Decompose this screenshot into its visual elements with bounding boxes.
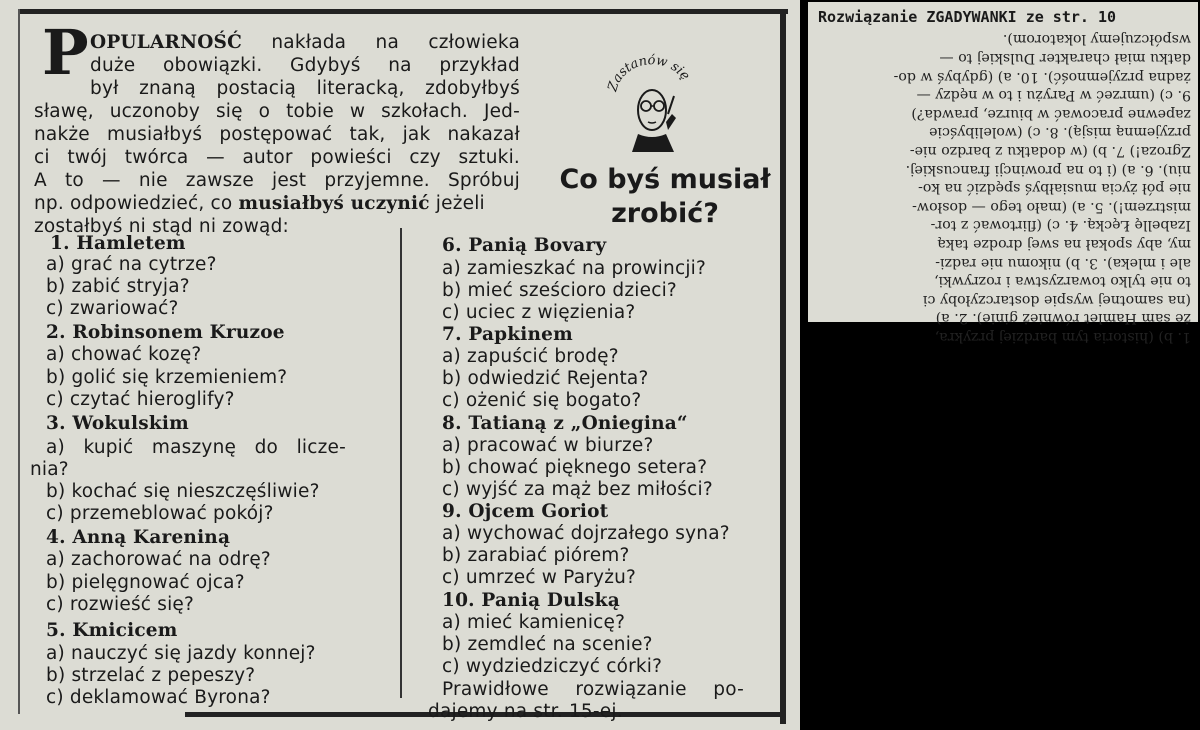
question-5-option-a: a) nauczyć się jazdy konnej? [46,643,316,664]
answer-line: współczujemy lokatorom). [1002,31,1191,48]
question-6-option-c: c) uciec z więzienia? [442,302,636,323]
answer-header: Rozwiązanie ZGADYWANKI ze str. 10 [818,8,1117,26]
question-3-option-c: c) przemeblować pokój? [46,503,274,524]
question-1-option-b: b) zabić stryja? [46,276,190,297]
thinking-man-illustration [602,52,698,152]
answer-line: mistrzem!). 5. a) (mało tego — dosłow- [912,198,1191,215]
question-7-head: 7. Papkinem [442,324,573,345]
question-2-head: 2. Robinsonem Kruzoe [46,322,285,343]
question-7-option-a: a) zapuścić brodę? [442,346,619,367]
question-6-option-a: a) zamieszkać na prowincji? [442,258,707,279]
question-3-head: 3. Wokulskim [46,413,189,434]
question-3-option-b: b) kochać się nieszczęśliwie? [46,481,320,502]
question-8-option-b: b) chować pięknego setera? [442,457,708,478]
answer-line: żadna przyjemność). 10. a) (gdybyś w do- [893,68,1191,85]
question-4-option-c: c) rozwieść się? [46,594,195,615]
intro-line-5: nakże musiałbyś postępować tak, jak nakazał [34,124,520,145]
frame-top-rule [18,9,788,14]
question-2-option-b: b) golić się krzemieniem? [46,367,288,388]
question-4-head: 4. Anną Kareniną [46,527,231,548]
quiz-title [540,163,790,231]
question-4-option-b: b) pielęgnować ojca? [46,572,245,593]
question-6-head: 6. Panią Bovary [442,235,607,256]
question-10-option-c: c) wydziedziczyć córki? [442,656,663,677]
intro-line-1: OPULARNOŚĆ nakłada na człowieka [90,32,520,53]
intro-line-4: sławę, uczonoby się o tobie w szkołach. Jed- [34,101,520,122]
question-7-option-b: b) odwiedzić Rejenta? [442,368,649,389]
answer-text-upside-down [816,30,1191,346]
question-8-option-a: a) pracować w biurze? [442,435,654,456]
question-9-option-b: b) zarabiać piórem? [442,545,630,566]
column-divider [400,228,402,698]
dropcap-letter: P [42,16,89,89]
question-3-option-a-cont: nia? [30,459,69,480]
question-4-option-a: a) zachorować na odrę? [46,549,271,570]
question-3-option-a: a) kupić maszynę do licze- [46,437,346,458]
answer-line: Zgroza!) 7. b) (w dodatku z bardzo nie- [909,143,1191,160]
question-1-option-c: c) zwariować? [46,298,179,319]
answer-line: datku miał charakter Dulskiej to — [939,50,1191,67]
question-10-option-a: a) mieć kamienicę? [442,612,626,633]
answer-line: niu). 6. a) (i to na prowincji francuskiej. [905,161,1191,178]
answer-line: to nie tylko towarzystwa i rozrywki, [934,273,1191,290]
question-6-option-b: b) mieć sześcioro dzieci? [442,280,677,301]
answer-line: my, aby spokał na swej drodze taką [937,236,1191,253]
quiz-title-line-1: Co byś musiał [559,164,771,195]
intro-line-8: np. odpowiedzieć, co musiałbyś uczynić jeżeli [34,193,485,214]
question-8-head: 8. Tatianą z „Oniegina“ [442,413,688,434]
intro-line-6: ci twój twórca — autor powieści czy sztuki. [34,147,520,168]
answer-line: 9. c) (umrzeć w Paryżu i to w nędzy — [916,87,1191,104]
question-7-option-c: c) ożenić się bogato? [442,390,642,411]
answer-line: zapewne pracować w biurze, prawda?) [911,105,1191,122]
illustration-caption: Zastanów się [605,53,693,94]
intro-line-7: A to — nie zawsze jest przyjemne. Spróbuj [34,170,520,191]
question-10-option-b: b) zemdleć na scenie? [442,634,653,655]
frame-right-rule [780,9,786,724]
question-9-option-a: a) wychować dojrzałego syna? [442,523,730,544]
question-2-option-a: a) chować kozę? [46,344,202,365]
answer-line: 1. b) (historia tym bardziej przykra, [934,329,1191,346]
intro-line-3: był znaną postacią literacką, zdobyłbyś [90,78,520,99]
answer-line: przyjemną misją). 8. c) (wolelibyście [929,124,1191,141]
question-5-option-c: c) deklamować Byrona? [46,687,271,708]
answer-line: (na samotnej wyspie dostarczyłoby ci [923,291,1191,308]
question-9-option-c: c) umrzeć w Paryżu? [442,567,637,588]
question-5-option-b: b) strzelać z pepeszy? [46,665,256,686]
question-9-head: 9. Ojcem Goriot [442,501,609,522]
question-8-option-c: c) wyjść za mąż bez miłości? [442,479,713,500]
question-1-option-a: a) grać na cytrze? [46,254,217,275]
intro-line-2: duże obowiązki. Gdybyś na przykład [90,55,520,76]
answer-line: że sam Hamlet również ginie). 2. a) [935,310,1191,327]
frame-left-rule [18,9,20,714]
question-5-head: 5. Kmicicem [46,620,178,641]
footer-line-2: dajemy na str. 15-ej. [428,701,623,722]
answer-line: Izabellę Łęcką. 4. c) (flirtować z tor- [930,217,1191,234]
question-2-option-c: c) czytać hieroglify? [46,389,235,410]
answer-line: nie pół życia musiałbyś spędzić na ko- [918,180,1191,197]
answer-clipping [808,2,1198,346]
question-10-head: 10. Panią Dulską [442,590,620,611]
question-1-head: 1. Hamletem [50,233,186,254]
quiz-title-line-2: zrobić? [611,198,719,229]
footer-line-1: Prawidłowe rozwiązanie po- [442,679,744,700]
answer-line: ale i mleka). 3. b) nikomu nie radzi- [935,254,1191,271]
intro-line-9: zostałbyś ni stąd ni zowąd: [34,216,289,237]
